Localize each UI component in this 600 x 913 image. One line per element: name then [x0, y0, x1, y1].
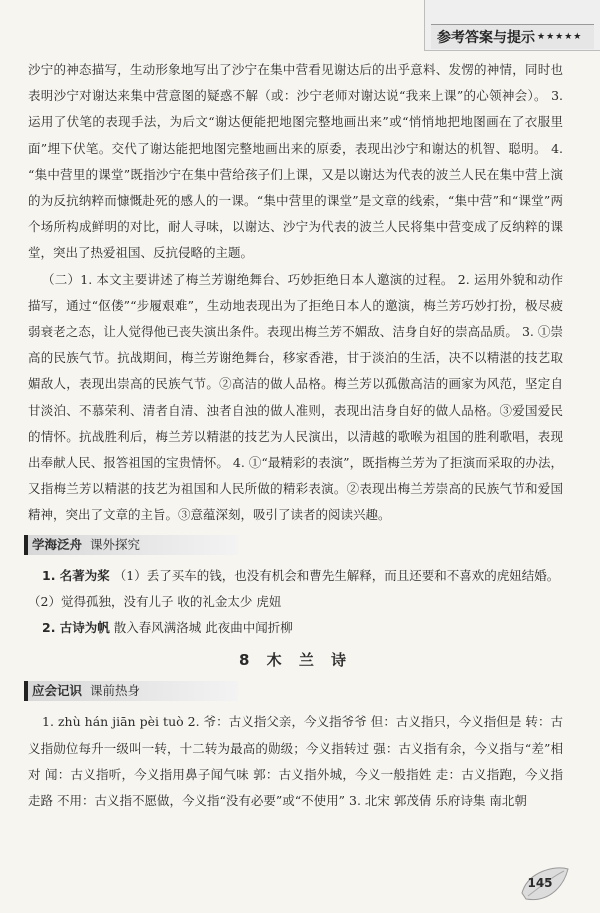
section-subtitle-2: 课前热身 [90, 683, 141, 699]
item-2 [28, 615, 563, 641]
item-1b: （2）觉得孤独，没有儿子 收的礼金太少 虎妞 [28, 593, 282, 609]
answer-paragraph-3: 1. zhù hán jiān pèi tuò 2. 爷：古义指父亲，今义指爷爷 但：古义指只，今义指但是 转：古义指勋位每升一级叫一转，十二转为最高的勋级；今义指转过 强：古义指有余，今义指与“差”相对 闻：古义指听，今义指用鼻子闻气味 郭：古义指外城，今义一般指姓 走：古义指跑，今义指走路 不用：古义指不愿做，今义指“没有必要”或“不使用” 3. 北宋 郭茂倩 乐府诗集 南北朝 [28, 714, 563, 809]
header-title-bar [431, 24, 594, 49]
item-1-text: （1）丢了买车的钱，也没有机会和曹先生解释，而且还要和不喜欢的虎妞结婚。 [113, 567, 560, 583]
answer-paragraph-2: （二）1. 本文主要讲述了梅兰芳谢绝舞台、巧妙拒绝日本人邀演的过程。 2. 运用外貌和动作描写，通过“伛偻”“步履艰难”，生动地表现出为了拒绝日本人的邀演，梅兰芳巧妙打扮，极尽疲弱衰老之态，让人觉得他已丧失演出条件。表现出梅兰芳不媚敌、洁身自好的崇高品质。 3. ①崇高的民族气节。抗战期间，梅兰芳谢绝舞台，移家香港，甘于淡泊的生活，决不以精湛的技艺取媚敌人，表现出崇高的民族气节。②高洁的做人品格。梅兰芳以孤傲高洁的画家为风范，坚定自甘淡泊、不慕荣利、清者自清、浊者自浊的做人准则，表现出洁身自好的做人品格。③爱国爱民的情怀。抗战胜利后，梅兰芳以精湛的技艺为人民演出，以清越的歌喉为祖国的胜利歌唱，表现出奉献人民、报答祖国的宝贵情怀。 4. ①“最精彩的表演”，既指梅兰芳为了拒演而采取的办法，又指梅兰芳以精湛的技艺为祖国和人民所做的精彩表演。②表现出梅兰芳崇高的民族气节和爱国精神，突出了文章的主旨。③意蕴深刻，吸引了读者的阅读兴趣。 [28, 271, 563, 523]
lesson-title: 8 木 兰 诗 [238, 651, 353, 670]
item-2-label: 2. 古诗为帆 [42, 620, 110, 636]
section-title-2: 应会记识 [32, 683, 83, 699]
section-subtitle: 课外探究 [90, 536, 141, 552]
item-2-text: 散入春风满洛城 此夜曲中闻折柳 [113, 620, 293, 636]
rating-stars-icon: ★★★★★ [537, 32, 583, 42]
section-header-extracurricular [24, 535, 238, 555]
answer-paragraph-1: 沙宁的神态描写，生动形象地写出了沙宁在集中营看见谢达后的出乎意料、发愣的神情，同时也表明沙宁对谢达来集中营意图的疑惑不解（或：沙宁老师对谢达说“我来上课”的心领神会）。 3. 运用了伏笔的表现手法，为后文“谢达便能把地图完整地画出来”或“悄悄地把地图画在了衣服里面”埋下伏笔。交代了谢达能把地图完整地画出来的原委，表现出沙宁和谢达的机智、聪明。 4. “集中营里的课堂”既指沙宁在集中营给孩子们上课，又是以谢达为代表的波兰人民在集中营上演的为反抗纳粹而慷慨赴死的感人的一课。“集中营里的课堂”是文章的线索，“集中营”和“课堂”两个场所构成鲜明的对比，耐人寻味，以谢达、沙宁为代表的波兰人民将集中营变成了反纳粹的课堂，突出了热爱祖国、反抗侵略的主题。 [28, 62, 563, 261]
page-content [28, 57, 563, 814]
section-title: 学海泛舟 [32, 536, 83, 552]
page-number: 145 [527, 876, 553, 890]
item-1 [28, 563, 563, 589]
section-header-warmup [24, 681, 238, 701]
header-title: 参考答案与提示 [437, 30, 535, 46]
header-tab [424, 0, 600, 51]
item-1-label: 1. 名著为桨 [42, 567, 110, 583]
